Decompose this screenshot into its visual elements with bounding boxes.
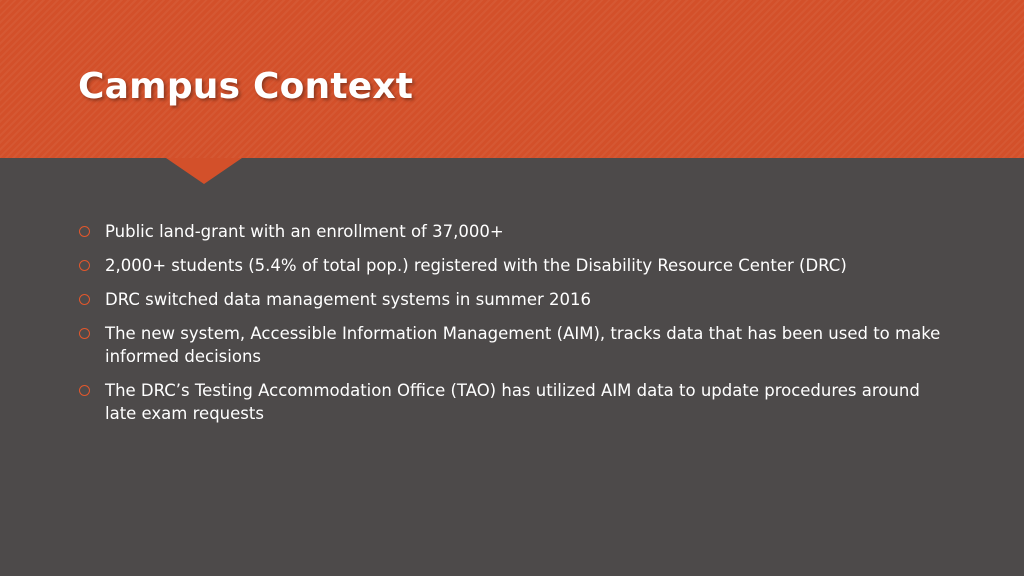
bullet-text: The DRC’s Testing Accommodation Office (TAO) has utilized AIM data to update procedures around late exam requests (105, 381, 920, 423)
circle-outline-bullet-icon (79, 260, 90, 271)
bullet-text: The new system, Accessible Information Management (AIM), tracks data that has been used to make informed decisions (105, 324, 941, 366)
bullet-text: Public land-grant with an enrollment of 37,000+ (105, 222, 504, 241)
bullet-item (78, 322, 948, 368)
bullet-item (78, 254, 948, 277)
banner-notch (166, 158, 242, 184)
circle-outline-bullet-icon (79, 226, 90, 237)
bullet-list (78, 220, 948, 436)
circle-outline-bullet-icon (79, 328, 90, 339)
bullet-text: DRC switched data management systems in summer 2016 (105, 290, 591, 309)
circle-outline-bullet-icon (79, 385, 90, 396)
bullet-text: 2,000+ students (5.4% of total pop.) registered with the Disability Resource Center (DRC) (105, 256, 847, 275)
circle-outline-bullet-icon (79, 294, 90, 305)
bullet-item (78, 379, 948, 425)
bullet-item (78, 288, 948, 311)
slide-title: Campus Context (78, 66, 414, 107)
bullet-item (78, 220, 948, 243)
